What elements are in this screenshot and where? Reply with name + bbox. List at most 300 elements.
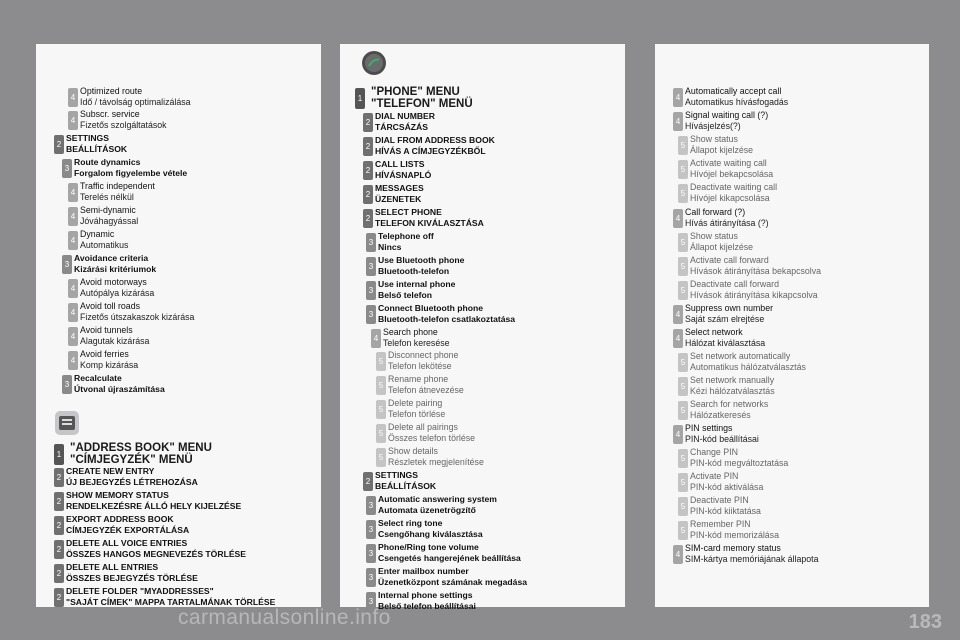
- menu-entry: [36, 561, 326, 585]
- entry-label-hu: Csengőhang kiválasztása: [378, 529, 483, 539]
- menu-entry: [340, 397, 630, 421]
- menu-entry: [655, 422, 945, 446]
- menu-entry: [36, 513, 326, 537]
- entry-label-en: Show status: [690, 134, 738, 144]
- entry-label-en: Disconnect phone: [388, 350, 459, 360]
- entry-text: [375, 207, 484, 229]
- level-badge: 1: [54, 444, 64, 465]
- entry-label-hu: Hálózat kiválasztása: [685, 338, 766, 348]
- menu-entry: [340, 206, 630, 230]
- entry-label-hu: Üzenetközpont számának megadása: [378, 577, 528, 587]
- entry-label-hu: PIN-kód memorizálása: [690, 530, 779, 540]
- menu-entry: [36, 180, 326, 204]
- menu-entry: [655, 350, 945, 374]
- entry-label-en: Set network automatically: [690, 351, 791, 361]
- menu-entry: [340, 349, 630, 373]
- menu-entry: [655, 133, 945, 157]
- menu-entry: [36, 85, 326, 109]
- entry-text: [388, 374, 464, 396]
- entry-label-hu: Hívás átirányítása (?): [685, 218, 769, 228]
- entry-label-en: Select network: [685, 327, 743, 337]
- phone-icon: [361, 50, 387, 76]
- level-badge: 5: [678, 184, 688, 203]
- entry-text: [74, 157, 187, 179]
- entry-text: [690, 399, 768, 421]
- entry-text: [375, 183, 424, 205]
- menu-entry: [36, 537, 326, 561]
- entry-label-en: DELETE ALL VOICE ENTRIES: [66, 538, 188, 548]
- entry-label-en: PIN settings: [685, 423, 733, 433]
- entry-label-en: Deactivate waiting call: [690, 182, 778, 192]
- menu-entry: [655, 254, 945, 278]
- page-number: 183: [908, 611, 942, 633]
- entry-label-en: Subscr. service: [80, 109, 140, 119]
- menu-entry: [340, 541, 630, 565]
- entry-label-hu: TELEFON KIVÁLASZTÁSA: [375, 218, 484, 228]
- entry-text: [70, 442, 212, 466]
- entry-label-en: Delete all pairings: [388, 422, 458, 432]
- entry-label-en: Enter mailbox number: [378, 566, 469, 576]
- level-badge: 2: [54, 540, 64, 559]
- entry-label-hu: ÚJ BEJEGYZÉS LÉTREHOZÁSA: [66, 477, 198, 487]
- menu-entry: [340, 469, 630, 493]
- level-badge: 4: [673, 112, 683, 131]
- level-badge: 5: [376, 424, 386, 443]
- entry-text: [690, 231, 753, 253]
- entry-text: [383, 327, 450, 349]
- entry-text: [80, 301, 194, 323]
- entry-text: [66, 490, 241, 512]
- entry-text: [66, 562, 198, 584]
- entry-label-hu: Hívójel bekapcsolása: [690, 169, 774, 179]
- level-badge: 3: [366, 568, 376, 587]
- entry-label-en: Automatically accept call: [685, 86, 782, 96]
- menu-entry: [655, 230, 945, 254]
- entry-label-en: DELETE ALL ENTRIES: [66, 562, 159, 572]
- entry-text: [378, 590, 476, 612]
- level-badge: 3: [366, 257, 376, 276]
- menu-entry: [36, 156, 326, 180]
- level-badge: 5: [376, 376, 386, 395]
- level-badge: 2: [54, 516, 64, 535]
- entry-text: [690, 134, 753, 156]
- entry-label-hu: Hívásjelzés(?): [685, 121, 741, 131]
- level-badge: 5: [678, 449, 688, 468]
- level-badge: 3: [366, 233, 376, 252]
- entry-label-en: Change PIN: [690, 447, 738, 457]
- entry-text: [378, 231, 434, 253]
- menu-entry: [655, 374, 945, 398]
- level-badge: 4: [673, 545, 683, 564]
- entry-text: [685, 110, 768, 132]
- entry-label-hu: Bluetooth-telefon: [378, 266, 450, 276]
- entry-label-hu: Belső telefon beállításai: [378, 601, 476, 611]
- entry-label-en: Use internal phone: [378, 279, 456, 289]
- level-badge: 4: [673, 425, 683, 444]
- level-badge: 4: [68, 327, 78, 346]
- entry-text: [80, 277, 154, 299]
- entry-label-en: Avoid toll roads: [80, 301, 140, 311]
- entry-text: [80, 349, 138, 371]
- entry-text: [378, 303, 515, 325]
- entry-label-en: Avoid motorways: [80, 277, 147, 287]
- menu-entry: [340, 230, 630, 254]
- entry-label-hu: PIN-kód aktiválása: [690, 482, 764, 492]
- level-badge: 2: [54, 492, 64, 511]
- entry-label-hu: Belső telefon: [378, 290, 432, 300]
- entry-label-en: Avoid ferries: [80, 349, 129, 359]
- menu-entry: [655, 302, 945, 326]
- entry-text: [375, 470, 436, 492]
- level-badge: 5: [678, 473, 688, 492]
- menu-entry: [655, 85, 945, 109]
- menu-entry: [36, 489, 326, 513]
- entry-label-en: Use Bluetooth phone: [378, 255, 465, 265]
- level-badge: 2: [54, 588, 64, 607]
- entry-text: [388, 350, 458, 372]
- level-badge: 3: [366, 520, 376, 539]
- entry-label-hu: Komp kizárása: [80, 360, 139, 370]
- menu-entry: [36, 324, 326, 348]
- level-badge: 5: [376, 448, 386, 467]
- entry-text: [378, 542, 521, 564]
- menu-entry: [340, 85, 630, 109]
- entry-label-hu: Fizetős útszakaszok kizárása: [80, 312, 195, 322]
- menu-entry: [36, 465, 326, 489]
- entry-text: [378, 566, 527, 588]
- entry-label-hu: ÖSSZES BEJEGYZÉS TÖRLÉSE: [66, 573, 198, 583]
- level-badge: 3: [366, 544, 376, 563]
- level-badge: 2: [54, 468, 64, 487]
- entry-label-hu: Útvonal újraszámítása: [74, 384, 165, 394]
- entry-label-en: Traffic independent: [80, 181, 155, 191]
- menu-entry: [36, 252, 326, 276]
- menu-entry: [340, 110, 630, 134]
- entry-label-hu: Automatikus hálózatválasztás: [690, 362, 806, 372]
- entry-label-hu: Részletek megjelenítése: [388, 457, 484, 467]
- entry-label-en: Signal waiting call (?): [685, 110, 769, 120]
- entry-label-hu: RENDELKEZÉSRE ÁLLÓ HELY KIJELZÉSE: [66, 501, 242, 511]
- menu-entry: [340, 254, 630, 278]
- entry-label-en: Call forward (?): [685, 207, 746, 217]
- level-badge: 5: [376, 352, 386, 371]
- menu-entry: [655, 398, 945, 422]
- menu-entry: [36, 228, 326, 252]
- entry-label-hu: Telefon keresése: [383, 338, 450, 348]
- entry-text: [66, 586, 275, 608]
- address-book-icon: [54, 410, 80, 436]
- entry-label-hu: Autópálya kizárása: [80, 288, 155, 298]
- menu-entry: [655, 181, 945, 205]
- entry-label-hu: SIM-kártya memóriájának állapota: [685, 554, 819, 564]
- level-badge: 4: [68, 351, 78, 370]
- entry-text: [388, 422, 475, 444]
- entry-label-en: Select ring tone: [378, 518, 443, 528]
- menu-entry: [655, 518, 945, 542]
- level-badge: 4: [68, 207, 78, 226]
- entry-label-en: Deactivate call forward: [690, 279, 779, 289]
- level-badge: 5: [678, 160, 688, 179]
- entry-label-hu: PIN-kód megváltoztatása: [690, 458, 789, 468]
- entry-label-hu: Forgalom figyelembe vétele: [74, 168, 188, 178]
- level-badge: 5: [678, 136, 688, 155]
- entry-label-en: "PHONE" MENU: [371, 86, 460, 98]
- level-badge: 5: [678, 497, 688, 516]
- entry-label-en: Activate PIN: [690, 471, 739, 481]
- entry-label-en: DIAL FROM ADDRESS BOOK: [375, 135, 495, 145]
- menu-entry: [340, 326, 630, 350]
- entry-label-en: Avoid tunnels: [80, 325, 133, 335]
- entry-label-hu: BEÁLLÍTÁSOK: [375, 481, 437, 491]
- entry-text: [685, 327, 765, 349]
- entry-text: [690, 158, 773, 180]
- entry-label-hu: Nincs: [378, 242, 402, 252]
- entry-label-hu: Telefon átnevezése: [388, 385, 464, 395]
- menu-entry: [340, 134, 630, 158]
- level-badge: 4: [673, 88, 683, 107]
- entry-label-hu: ÖSSZES HANGOS MEGNEVEZÉS TÖRLÉSE: [66, 549, 247, 559]
- entry-label-hu: Telefon lekötése: [388, 361, 452, 371]
- entry-label-hu: Alagutak kizárása: [80, 336, 150, 346]
- entry-text: [80, 325, 149, 347]
- entry-label-en: Show status: [690, 231, 738, 241]
- entry-label-hu: Összes telefon törlése: [388, 433, 476, 443]
- entry-label-en: Internal phone settings: [378, 590, 473, 600]
- menu-entry: [655, 206, 945, 230]
- entry-text: [388, 398, 445, 420]
- menu-entry: [340, 158, 630, 182]
- menu-entry: [340, 493, 630, 517]
- menu-entry: [340, 517, 630, 541]
- level-badge: 2: [363, 137, 373, 156]
- entry-label-en: Suppress own number: [685, 303, 774, 313]
- entry-text: [80, 86, 191, 108]
- menu-entry: [655, 278, 945, 302]
- entry-text: [685, 303, 773, 325]
- level-badge: 4: [68, 88, 78, 107]
- level-badge: 4: [68, 231, 78, 250]
- menu-entry: [655, 109, 945, 133]
- level-badge: 3: [366, 592, 376, 611]
- menu-entry: [655, 542, 945, 566]
- entry-label-en: Telephone off: [378, 231, 434, 241]
- entry-label-en: Connect Bluetooth phone: [378, 303, 484, 313]
- entry-label-hu: Automata üzenetrögzítő: [378, 505, 476, 515]
- level-badge: 5: [678, 257, 688, 276]
- entry-label-hu: BEÁLLÍTÁSOK: [66, 144, 128, 154]
- entry-label-hu: Hálózatkeresés: [690, 410, 751, 420]
- level-badge: 4: [68, 279, 78, 298]
- entry-label-hu: Fizetős szolgáltatások: [80, 120, 167, 130]
- entry-label-hu: PIN-kód beállításai: [685, 434, 759, 444]
- menu-entry: [36, 204, 326, 228]
- entry-text: [690, 182, 777, 204]
- entry-label-hu: Telefon törlése: [388, 409, 446, 419]
- entry-label-hu: Bluetooth-telefon csatlakoztatása: [378, 314, 516, 324]
- menu-entry: [36, 300, 326, 324]
- entry-text: [685, 86, 788, 108]
- entry-label-en: Activate call forward: [690, 255, 769, 265]
- level-badge: 4: [673, 329, 683, 348]
- entry-text: [66, 133, 127, 155]
- entry-text: [74, 373, 165, 395]
- menu-entry: [36, 108, 326, 132]
- entry-label-en: Route dynamics: [74, 157, 141, 167]
- level-badge: 1: [355, 88, 365, 109]
- level-badge: 4: [68, 303, 78, 322]
- entry-label-hu: Állapot kijelzése: [690, 242, 754, 252]
- entry-text: [690, 279, 818, 301]
- entry-text: [375, 111, 435, 133]
- entry-text: [375, 159, 431, 181]
- entry-text: [378, 279, 455, 301]
- entry-label-hu: "CÍMJEGYZÉK" MENÜ: [70, 454, 193, 466]
- level-badge: 2: [363, 185, 373, 204]
- menu-entry: [340, 565, 630, 589]
- entry-label-en: Show details: [388, 446, 438, 456]
- entry-text: [378, 518, 483, 540]
- menu-entry: [36, 372, 326, 396]
- level-badge: 4: [673, 209, 683, 228]
- level-badge: 5: [376, 400, 386, 419]
- menu-entry: [340, 302, 630, 326]
- entry-label-en: Optimized route: [80, 86, 143, 96]
- entry-label-en: Rename phone: [388, 374, 449, 384]
- entry-label-en: SETTINGS: [66, 133, 109, 143]
- menu-entry: [36, 276, 326, 300]
- level-badge: 2: [363, 113, 373, 132]
- menu-entry: [340, 278, 630, 302]
- entry-text: [371, 86, 473, 110]
- entry-label-hu: Automatikus hívásfogadás: [685, 97, 789, 107]
- entry-label-en: SETTINGS: [375, 470, 418, 480]
- level-badge: 3: [366, 496, 376, 515]
- menu-entry: [36, 441, 326, 465]
- menu-entry: [340, 182, 630, 206]
- entry-label-en: Avoidance criteria: [74, 253, 149, 263]
- level-badge: 5: [678, 377, 688, 396]
- level-badge: 4: [68, 183, 78, 202]
- entry-label-en: "ADDRESS BOOK" MENU: [70, 442, 212, 454]
- level-badge: 3: [366, 305, 376, 324]
- entry-text: [690, 495, 761, 517]
- entry-label-hu: TÁRCSÁZÁS: [375, 122, 428, 132]
- menu-entry: [340, 373, 630, 397]
- entry-label-en: SELECT PHONE: [375, 207, 442, 217]
- entry-label-hu: Hívások átirányítása bekapcsolva: [690, 266, 822, 276]
- entry-label-en: Automatic answering system: [378, 494, 497, 504]
- entry-label-hu: HÍVÁSNAPLÓ: [375, 170, 432, 180]
- level-badge: 2: [363, 472, 373, 491]
- menu-entry: [36, 348, 326, 372]
- entry-label-hu: Hívások átirányítása kikapcsolva: [690, 290, 818, 300]
- entry-label-hu: Állapot kijelzése: [690, 145, 754, 155]
- entry-text: [66, 514, 189, 536]
- level-badge: 5: [678, 281, 688, 300]
- entry-text: [375, 135, 495, 157]
- entry-label-en: Activate waiting call: [690, 158, 767, 168]
- menu-entry: [36, 132, 326, 156]
- entry-label-en: Recalculate: [74, 373, 122, 383]
- entry-label-hu: Csengetés hangerejének beállítása: [378, 553, 521, 563]
- menu-entry: [340, 421, 630, 445]
- entry-label-hu: Terelés nélkül: [80, 192, 134, 202]
- entry-label-hu: "SAJÁT CÍMEK" MAPPA TARTALMÁNAK TÖRLÉSE: [66, 597, 276, 607]
- entry-text: [388, 446, 484, 468]
- entry-label-hu: Saját szám elrejtése: [685, 314, 765, 324]
- entry-label-en: EXPORT ADDRESS BOOK: [66, 514, 174, 524]
- entry-label-en: DELETE FOLDER "MYADDRESSES": [66, 586, 214, 596]
- entry-label-en: CALL LISTS: [375, 159, 425, 169]
- level-badge: 3: [62, 255, 72, 274]
- menu-entry: [655, 157, 945, 181]
- level-badge: 3: [62, 159, 72, 178]
- entry-text: [378, 255, 464, 277]
- watermark: carmanualsonline.info: [178, 606, 391, 629]
- entry-label-hu: PIN-kód kiiktatása: [690, 506, 761, 516]
- entry-label-en: CREATE NEW ENTRY: [66, 466, 155, 476]
- entry-label-en: DIAL NUMBER: [375, 111, 435, 121]
- entry-label-en: Dynamic: [80, 229, 115, 239]
- entry-label-hu: Automatikus: [80, 240, 129, 250]
- level-badge: 5: [678, 233, 688, 252]
- entry-label-hu: Kézi hálózatválasztás: [690, 386, 775, 396]
- entry-text: [80, 205, 138, 227]
- entry-text: [80, 181, 155, 203]
- entry-label-en: Search for networks: [690, 399, 769, 409]
- entry-label-en: MESSAGES: [375, 183, 424, 193]
- level-badge: 4: [68, 111, 78, 130]
- entry-label-en: SIM-card memory status: [685, 543, 781, 553]
- entry-text: [690, 471, 763, 493]
- level-badge: 5: [678, 521, 688, 540]
- entry-text: [66, 466, 198, 488]
- level-badge: 5: [678, 401, 688, 420]
- entry-text: [685, 207, 769, 229]
- entry-label-en: Phone/Ring tone volume: [378, 542, 479, 552]
- entry-label-en: Set network manually: [690, 375, 775, 385]
- entry-label-en: Deactivate PIN: [690, 495, 749, 505]
- entry-label-hu: Kizárási kritériumok: [74, 264, 157, 274]
- entry-text: [685, 423, 759, 445]
- menu-entry: [655, 470, 945, 494]
- entry-label-en: SHOW MEMORY STATUS: [66, 490, 169, 500]
- menu-entry: [340, 445, 630, 469]
- level-badge: 4: [673, 305, 683, 324]
- entry-label-hu: Idő / távolság optimalizálása: [80, 97, 191, 107]
- entry-text: [690, 519, 779, 541]
- entry-text: [690, 447, 788, 469]
- menu-entry: [655, 446, 945, 470]
- entry-text: [685, 543, 818, 565]
- level-badge: 2: [54, 135, 64, 154]
- entry-label-en: Search phone: [383, 327, 438, 337]
- entry-text: [690, 351, 806, 373]
- entry-label-hu: Hívójel kikapcsolása: [690, 193, 770, 203]
- menu-entry: [655, 326, 945, 350]
- entry-text: [80, 229, 128, 251]
- entry-text: [74, 253, 156, 275]
- level-badge: 2: [363, 209, 373, 228]
- level-badge: 3: [366, 281, 376, 300]
- menu-entry: [655, 494, 945, 518]
- level-badge: 2: [363, 161, 373, 180]
- entry-text: [690, 255, 821, 277]
- entry-text: [80, 109, 167, 131]
- entry-label-hu: Jóváhagyással: [80, 216, 139, 226]
- entry-label-hu: "TELEFON" MENÜ: [371, 98, 473, 110]
- entry-label-en: Semi-dynamic: [80, 205, 136, 215]
